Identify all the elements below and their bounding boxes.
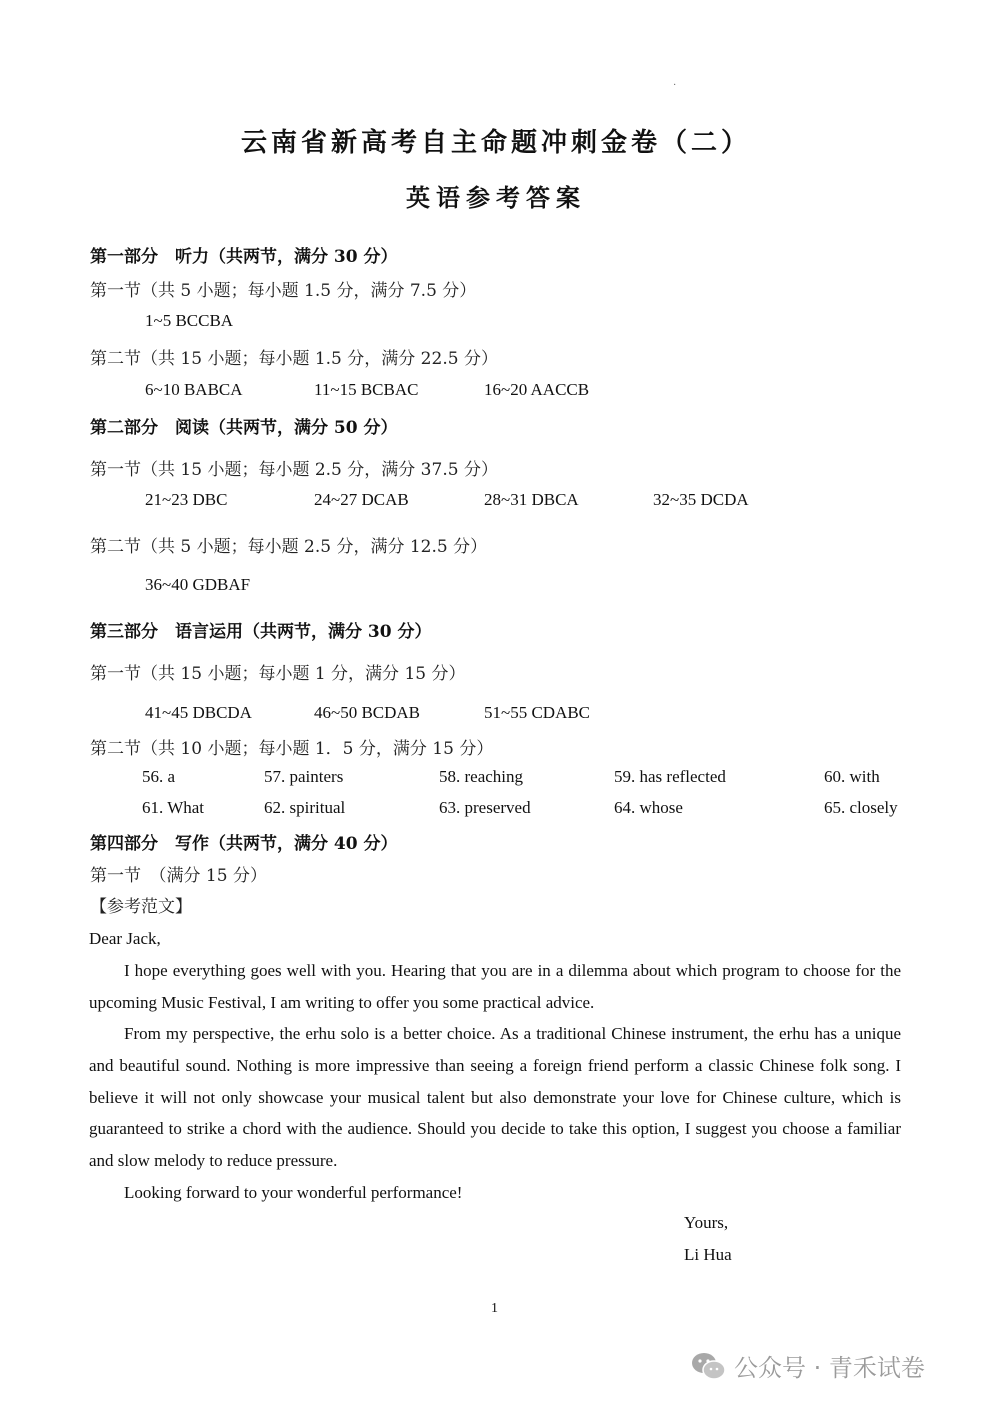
part4-sec1-heading: 第一节 （满分 15 分） [90,866,267,886]
letter-paragraph: I hope everything goes well with you. Hearing that you are in a dilemma about which program to choose for the upcoming Music Festival, I am writing to offer you some practical advice. [89,961,901,1012]
letter-signature: Li Hua [684,1245,732,1264]
sample-essay-label: 【参考范文】 [90,897,192,917]
answer-group: 36~40 GDBAF [145,575,251,594]
part2-heading: 第二部分 阅读（共两节，满分 50 分） [90,418,398,438]
part3-sec1-heading: 第一节（共 15 小题；每小题 1 分，满分 15 分） [90,664,466,684]
part2-sec1-heading: 第一节（共 15 小题；每小题 2.5 分，满分 37.5 分） [90,460,498,480]
watermark [690,1348,925,1383]
fill-answer: 56. a [142,767,176,786]
answer-group: 21~23 DBC [145,490,228,509]
scan-dot: · [673,80,677,91]
letter-greeting: Dear Jack, [89,929,161,948]
fill-answer: 60. with [824,767,880,786]
part2-sec2-heading: 第二节（共 5 小题；每小题 2.5 分，满分 12.5 分） [90,537,488,557]
part3-sec2-heading: 第二节（共 10 小题；每小题 1．5 分，满分 15 分） [90,739,494,759]
page-title: 云南省新高考自主命题冲刺金卷（二） [240,128,751,158]
answer-group: 24~27 DCAB [314,490,409,509]
part4-heading: 第四部分 写作（共两节，满分 40 分） [90,834,398,854]
answer-group: 6~10 BABCA [145,380,243,399]
answer-group: 32~35 DCDA [653,490,749,509]
answer-group: 16~20 AACCB [484,380,590,399]
fill-answer: 58. reaching [439,767,524,786]
answer-group: 51~55 CDABC [484,703,591,722]
part1-sec1-heading: 第一节（共 5 小题；每小题 1.5 分，满分 7.5 分） [90,281,477,301]
fill-answer: 65. closely [824,798,898,817]
page-subtitle: 英语参考答案 [406,183,586,212]
part1-sec2-heading: 第二节（共 15 小题；每小题 1.5 分，满分 22.5 分） [90,349,498,369]
watermark-text: 公众号 · 青禾试卷 [734,1354,925,1382]
part3-heading: 第三部分 语言运用（共两节，满分 30 分） [90,622,432,642]
fill-answer: 62. spiritual [264,798,346,817]
answer-group: 46~50 BCDAB [314,703,421,722]
letter-paragraph: From my perspective, the erhu solo is a better choice. As a traditional Chinese instrument, the erhu has a unique and beautiful sound. Nothing is more impressive than seeing a foreign friend perform a classic Chinese folk song. I believe it will not only showcase your musical talent but also demonstrate your love for Chinese culture, which is guaranteed to strike a chord with the audience. Should you decide to take this option, I suggest you choose a familiar and slow melody to reduce pressure. [89,1024,901,1171]
fill-answer: 61. What [142,798,205,817]
part1-heading: 第一部分 听力（共两节，满分 30 分） [90,247,398,267]
page-number: 1 [491,1301,498,1316]
answer-group: 1~5 BCCBA [145,311,234,330]
wechat-icon [690,1351,726,1381]
letter-closing: Yours, [684,1213,729,1232]
answer-group: 41~45 DBCDA [145,703,252,722]
fill-answer: 59. has reflected [614,767,726,786]
answer-group: 28~31 DBCA [484,490,579,509]
answer-group: 11~15 BCBAC [314,380,419,399]
fill-answer: 64. whose [614,798,683,817]
letter-paragraph: Looking forward to your wonderful performance! [124,1183,463,1202]
fill-answer: 63. preserved [439,798,531,817]
fill-answer: 57. painters [264,767,344,786]
